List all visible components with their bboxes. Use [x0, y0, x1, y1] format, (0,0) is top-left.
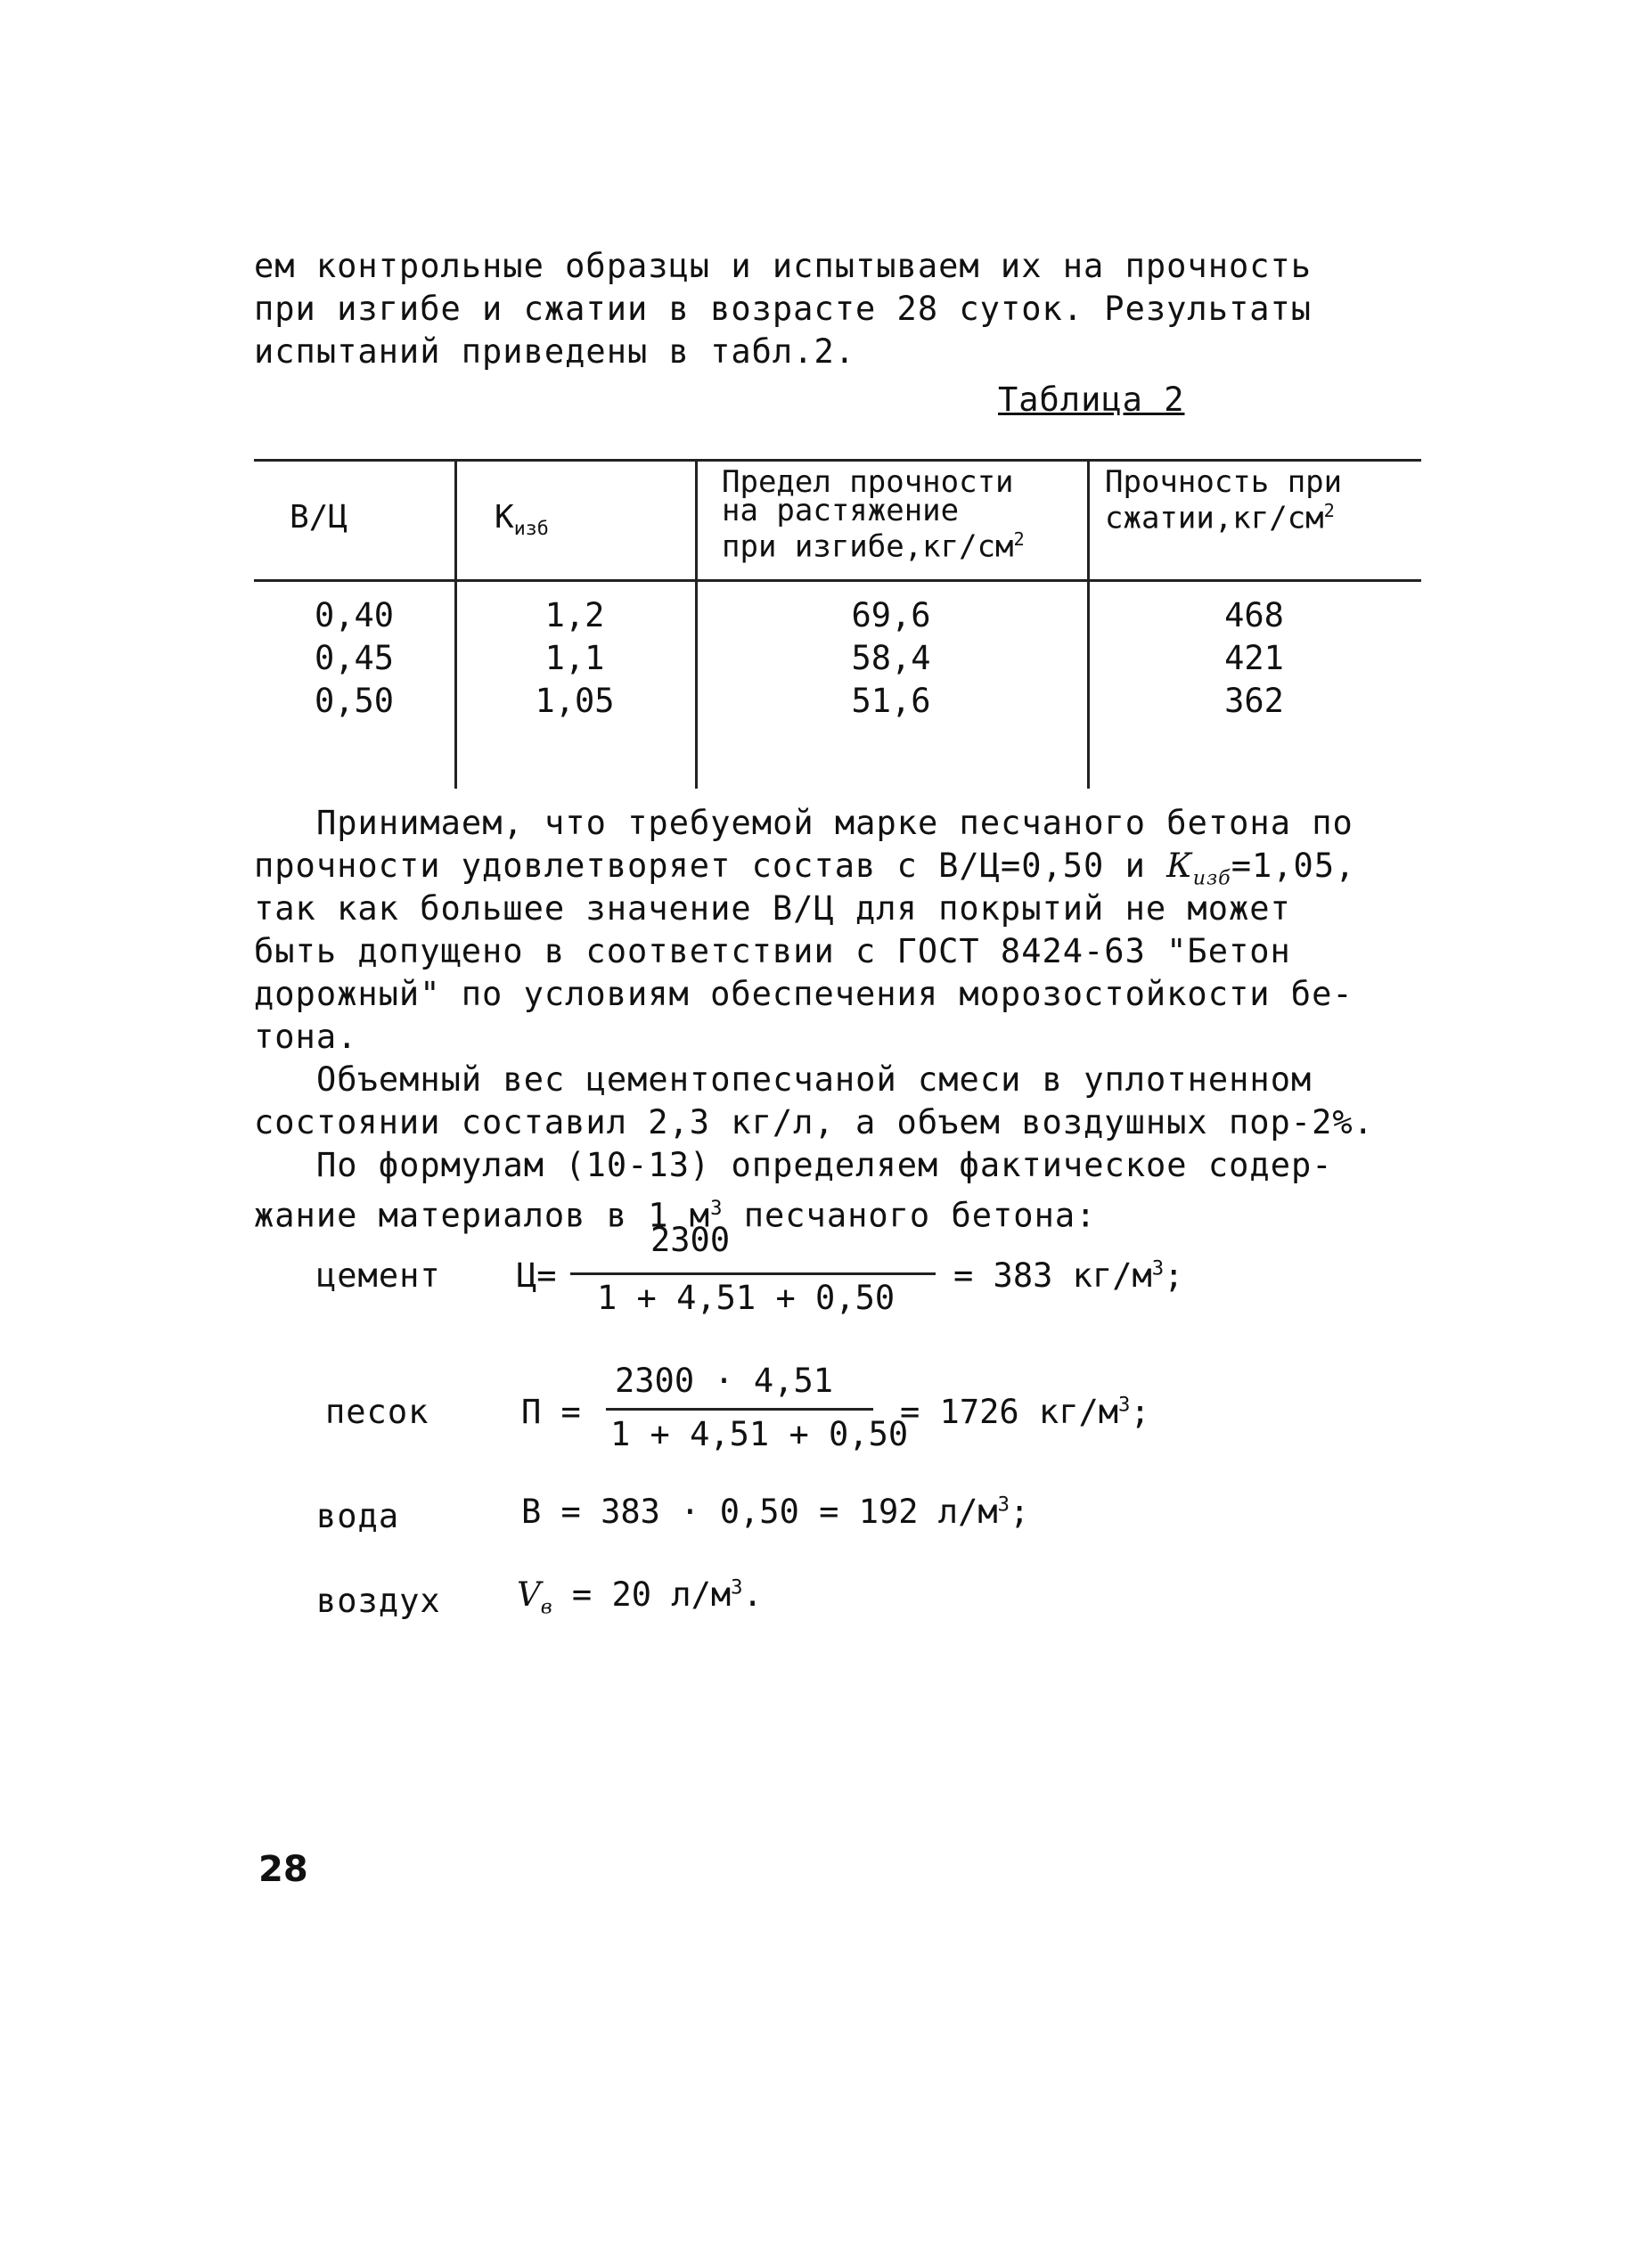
para2-line-3: так как большее значение В/Ц для покрытий не может [254, 889, 1291, 928]
page-number: 28 [258, 1849, 308, 1890]
para3-line-2: состоянии составил 2,3 кг/л, а объем воздушных пор-2%. [254, 1103, 1374, 1141]
cell-wc-3: 0,50 [314, 682, 395, 720]
table-header-rule [254, 579, 1421, 582]
para4-line-1: По формулам (10-13) определяем фактическое содер- [316, 1146, 1333, 1184]
header-comp-line-2: $сжатии,кг/см^2$ [1105, 500, 1335, 536]
formula-cement-numerator: 2300 [650, 1221, 731, 1259]
formula-sand-fraction-bar [606, 1408, 873, 1411]
formula-sand-denominator: 1 + 4,51 + 0,50 [610, 1415, 909, 1453]
para2-line-4: быть допущено в соответствии с ГОСТ 8424-63 "Бетон [254, 932, 1291, 970]
table-top-rule [254, 459, 1421, 462]
results-table [254, 459, 1421, 789]
formula-sand-label: песок [325, 1393, 429, 1431]
intro-line-1: ем контрольные образцы и испытываем их на прочность [254, 247, 1313, 285]
para2-line-1: Принимаем, что требуемой марке песчаного бетона по [316, 804, 1353, 842]
cell-flex-3: 51,6 [851, 682, 931, 720]
header-comp-line-1: Прочность при [1105, 464, 1343, 500]
para4-line-2: жание материалов в 1 $м^3$ песчаного бетона: [254, 1196, 1097, 1235]
table-caption: Таблица 2 [998, 380, 1185, 419]
header-wc: В/Ц [290, 499, 348, 536]
cell-k-2: 1,1 [544, 639, 605, 677]
para2-line-6: тона. [254, 1018, 358, 1056]
formula-cement-fraction-bar [570, 1272, 936, 1275]
formula-cement-lhs: Ц= [517, 1256, 557, 1295]
header-flex-line-1: Предел прочности [722, 464, 1014, 500]
header-k: $К_{изб}$ [495, 499, 549, 541]
formula-air-expr: $V_в = 20$ $л/м^3$. [517, 1575, 763, 1619]
para2-line-2: прочности удовлетворяет состав с В/Ц=0,50 и $К_{изб}=1,05$, [254, 847, 1356, 890]
cell-comp-2: 421 [1224, 639, 1284, 677]
intro-line-2: при изгибе и сжатии в возрасте 28 суток. Результаты [254, 290, 1313, 328]
formula-sand-result: = 1726 $кг/м^3$; [900, 1393, 1150, 1431]
cell-flex-2: 58,4 [851, 639, 931, 677]
formula-cement-denominator: 1 + 4,51 + 0,50 [597, 1279, 896, 1317]
formula-cement-label: цемент [316, 1256, 441, 1295]
cell-wc-2: 0,45 [314, 639, 395, 677]
cell-k-1: 1,2 [544, 596, 605, 634]
formula-air-label: воздух [316, 1582, 441, 1620]
cell-k-3: 1,05 [535, 682, 615, 720]
intro-line-3: испытаний приведены в табл.2. [254, 332, 856, 371]
formula-water-expr: В = 383 · 0,50 = 192 $л/м^3$; [521, 1493, 1030, 1531]
formula-water-label: вода [316, 1497, 400, 1535]
cell-comp-3: 362 [1224, 682, 1284, 720]
para2-line-5: дорожный" по условиям обеспечения морозостойкости бе- [254, 975, 1353, 1013]
cell-comp-1: 468 [1224, 596, 1284, 634]
formula-sand-numerator: 2300 · 4,51 [615, 1362, 834, 1400]
cell-flex-1: 69,6 [851, 596, 931, 634]
formula-cement-result: = 383 $кг/м^3$; [953, 1256, 1184, 1295]
formula-sand-lhs: П = [521, 1393, 581, 1431]
para3-line-1: Объемный вес цементопесчаной смеси в уплотненном [316, 1060, 1313, 1099]
cell-wc-1: 0,40 [314, 596, 395, 634]
header-flex-line-3: при $изгибе,кг/см^2$ [722, 528, 1025, 565]
header-flex-line-2: на растяжение [722, 493, 960, 528]
